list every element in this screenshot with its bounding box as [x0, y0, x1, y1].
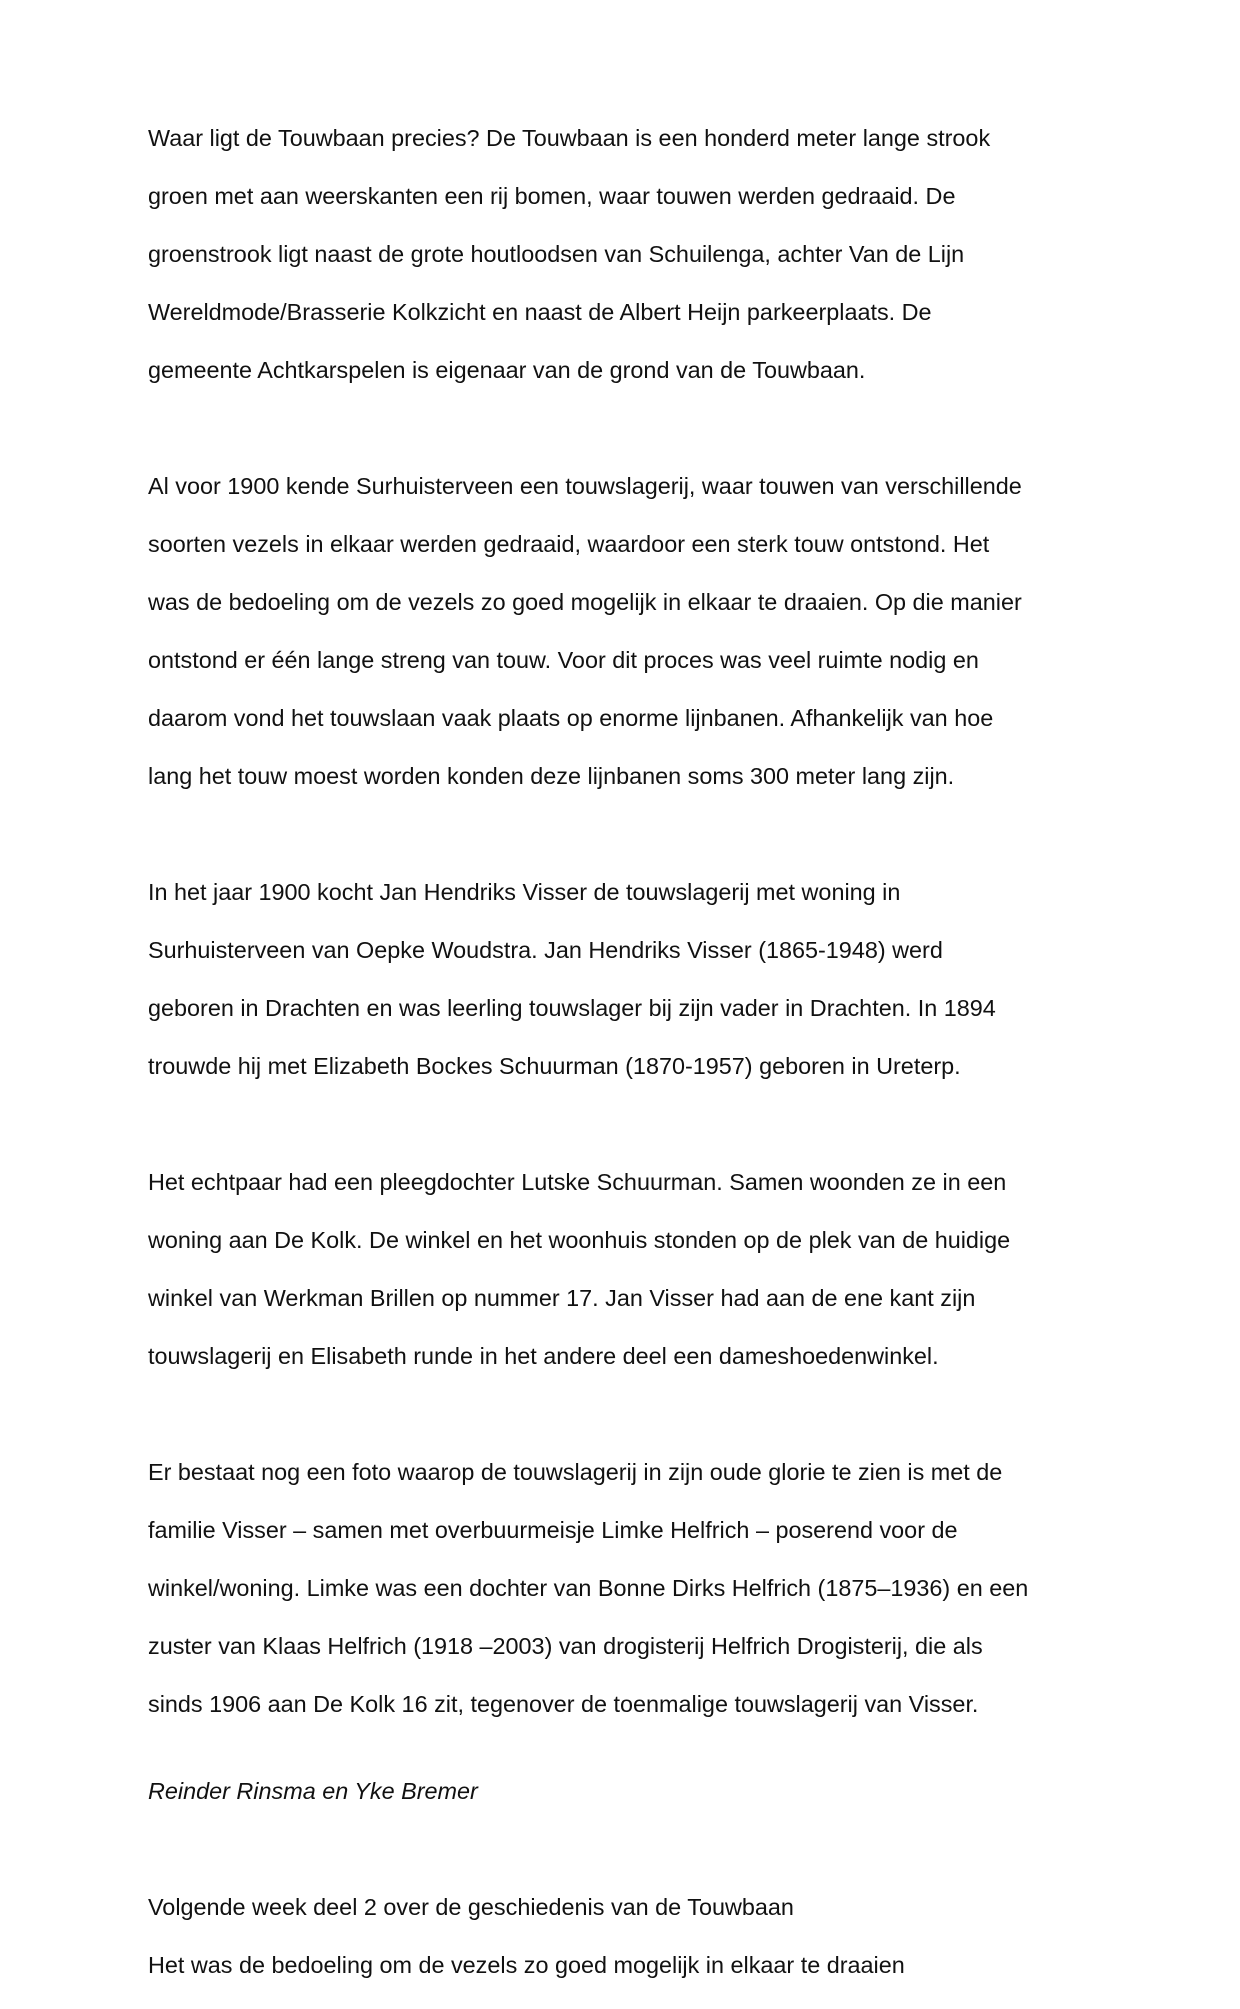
text-line: winkel/woning. Limke was een dochter van Bonne Dirks Helfrich (1875–1936) en een [148, 1575, 1029, 1601]
text-line: Het echtpaar had een pleegdochter Lutske Schuurman. Samen woonden ze in een [148, 1169, 1007, 1195]
paragraph-location [148, 95, 1108, 414]
text-line: touwslagerij en Elisabeth runde in het andere deel een dameshoedenwinkel. [148, 1343, 939, 1369]
document-page [148, 95, 1108, 2009]
text-line: sinds 1906 aan De Kolk 16 zit, tegenover de toenmalige touwslagerij van Visser. [148, 1691, 979, 1717]
paragraph-couple [148, 1139, 1108, 1400]
paragraph-photo [148, 1429, 1108, 1748]
text-line: Er bestaat nog een foto waarop de touwslagerij in zijn oude glorie te zien is met de [148, 1459, 1003, 1485]
text-line: gemeente Achtkarspelen is eigenaar van de grond van de Touwbaan. [148, 357, 866, 383]
text-line: daarom vond het touwslaan vaak plaats op enorme lijnbanen. Afhankelijk van hoe [148, 705, 994, 731]
author-signature: Reinder Rinsma en Yke Bremer [148, 1778, 478, 1804]
paragraph-visser-purchase [148, 849, 1108, 1110]
text-line: trouwde hij met Elizabeth Bockes Schuurman (1870-1957) geboren in Ureterp. [148, 1053, 961, 1079]
text-line: familie Visser – samen met overbuurmeisje Limke Helfrich – poserend voor de [148, 1517, 958, 1543]
text-line: In het jaar 1900 kocht Jan Hendriks Visser de touwslagerij met woning in [148, 879, 901, 905]
next-week-note: Volgende week deel 2 over de geschiedenis van de Touwbaan [148, 1894, 794, 1920]
text-line: winkel van Werkman Brillen op nummer 17. Jan Visser had aan de ene kant zijn [148, 1285, 976, 1311]
text-line: geboren in Drachten en was leerling touwslager bij zijn vader in Drachten. In 1894 [148, 995, 996, 1021]
text-line: Waar ligt de Touwbaan precies? De Touwbaan is een honderd meter lange strook [148, 125, 991, 151]
text-line: was de bedoeling om de vezels zo goed mogelijk in elkaar te draaien. Op die manier [148, 589, 1022, 615]
text-line: woning aan De Kolk. De winkel en het woonhuis stonden op de plek van de huidige [148, 1227, 1011, 1253]
paragraph-history [148, 443, 1108, 820]
text-line: groenstrook ligt naast de grote houtloodsen van Schuilenga, achter Van de Lijn [148, 241, 965, 267]
text-line: Al voor 1900 kende Surhuisterveen een touwslagerij, waar touwen van verschillende [148, 473, 1022, 499]
text-line: lang het touw moest worden konden deze lijnbanen soms 300 meter lang zijn. [148, 763, 955, 789]
text-line: zuster van Klaas Helfrich (1918 –2003) van drogisterij Helfrich Drogisterij, die als [148, 1633, 983, 1659]
pull-quote-note: Het was de bedoeling om de vezels zo goed mogelijk in elkaar te draaien [148, 1952, 905, 1978]
text-line: soorten vezels in elkaar werden gedraaid, waardoor een sterk touw ontstond. Het [148, 531, 990, 557]
text-line: ontstond er één lange streng van touw. Voor dit proces was veel ruimte nodig en [148, 647, 979, 673]
text-line: groen met aan weerskanten een rij bomen, waar touwen werden gedraaid. De [148, 183, 956, 209]
spacer [148, 1806, 1108, 1893]
text-line: Surhuisterveen van Oepke Woudstra. Jan Hendriks Visser (1865-1948) werd [148, 937, 943, 963]
text-line: Wereldmode/Brasserie Kolkzicht en naast de Albert Heijn parkeerplaats. De [148, 299, 932, 325]
